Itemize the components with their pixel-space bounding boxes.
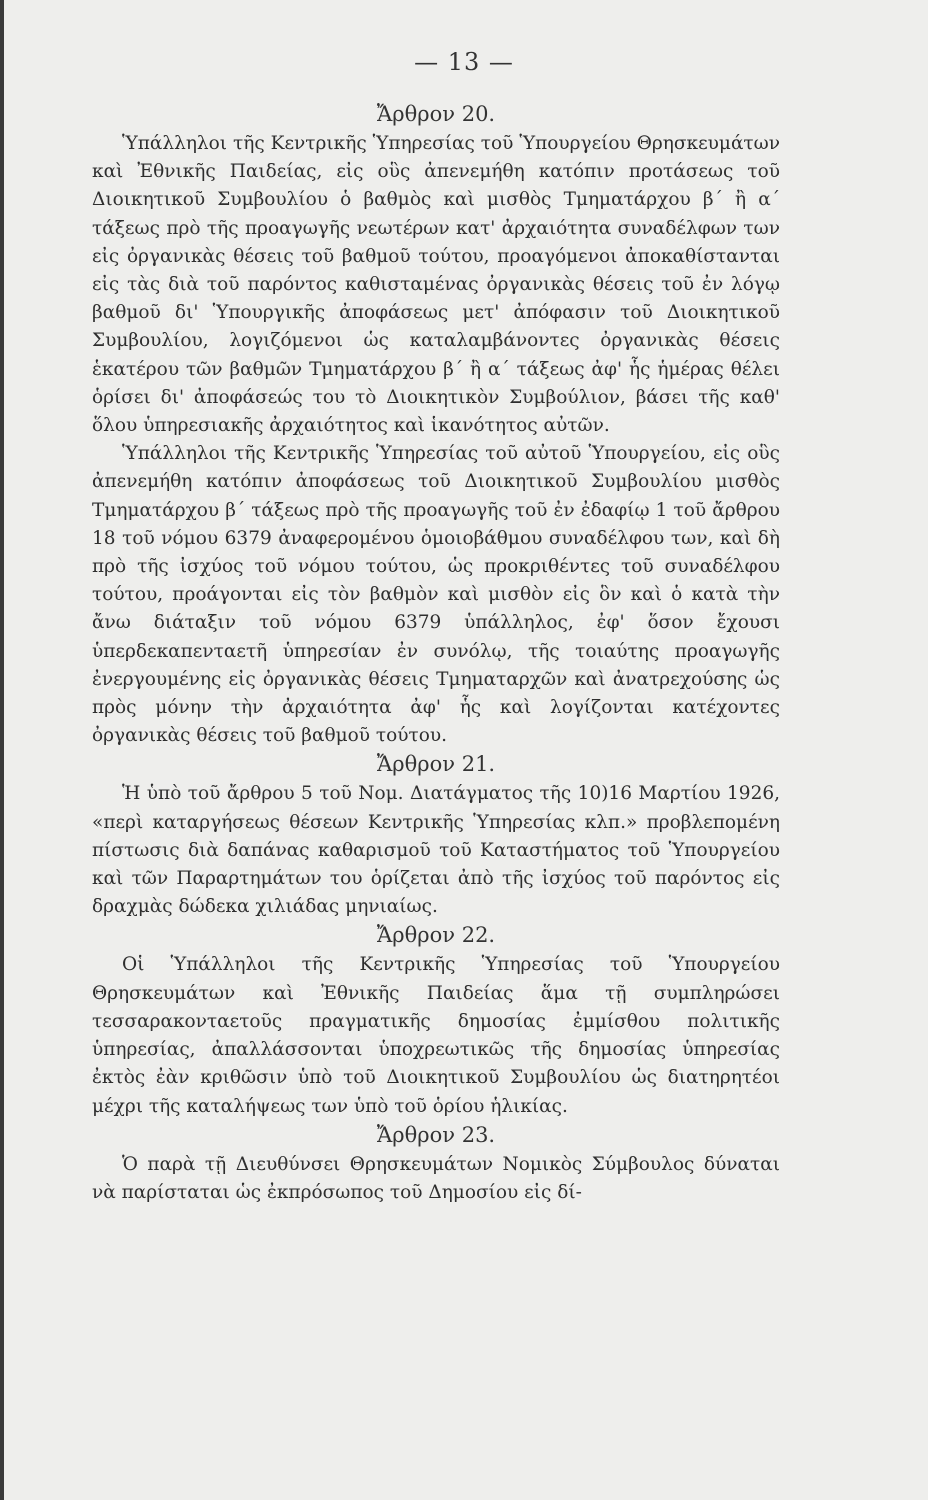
- article-heading: Ἄρθρον 23.: [376, 1122, 496, 1147]
- article-20: [92, 100, 780, 750]
- paragraph: Ὑπάλληλοι τῆς Κεντρικῆς Ὑπηρεσίας τοῦ Ὑπουργείου Θρησκευμάτων καὶ Ἐθνικῆς Παιδείας, εἰς οὓς ἀπενεμήθη κατόπιν προτάσεως τοῦ Διοικητικοῦ Συμβουλίου ὁ βαθμὸς καὶ μισθὸς Τμηματάρχου β΄ ἢ α΄ τάξεως πρὸ τῆς προαγωγῆς νεωτέρων κατ' ἀρχαιότητα συναδέλφων των εἰς ὀργανικὰς θέσεις τοῦ βαθμοῦ τούτου, προαγόμενοι ἀποκαθίστανται εἰς τὰς διὰ τοῦ παρόντος καθισταμένας ὀργανικὰς θέσεις τοῦ ἐν λόγῳ βαθμοῦ δι' Ὑπουργικῆς ἀποφάσεως μετ' ἀπόφασιν τοῦ Διοικητικοῦ Συμβουλίου, λογιζόμενοι ὡς καταλαμβάνοντες ὀργανικὰς θέσεις ἑκατέρου τῶν βαθμῶν Τμηματάρχου β΄ ἢ α΄ τάξεως ἀφ' ἧς ἡμέρας θέλει ὁρίσει δι' ἀποφάσεώς του τὸ Διοικητικὸν Συμβούλιον, βάσει τῆς καθ' ὅλου ὑπηρεσιακῆς ἀρχαιότητος καὶ ἱκανότητος αὐτῶν.: [92, 133, 780, 437]
- page-edge-rule: [0, 0, 4, 1500]
- paragraph: Ὁ παρὰ τῇ Διευθύνσει Θρησκευμάτων Νομικὸς Σύμβουλος δύναται νὰ παρίσταται ὡς ἐκπρόσωπος τοῦ Δημοσίου εἰς δί-: [92, 1153, 780, 1203]
- article-23: [92, 1121, 780, 1207]
- article-heading: Ἄρθρον 21.: [376, 752, 496, 777]
- article-heading: Ἄρθρον 20.: [376, 102, 496, 126]
- paragraph: Οἱ Ὑπάλληλοι τῆς Κεντρικῆς Ὑπηρεσίας τοῦ Ὑπουργείου Θρησκευμάτων καὶ Ἐθνικῆς Παιδείας ἅμα τῇ συμπληρώσει τεσσαρακονταετοῦς πραγματικῆς δημοσίας ἐμμίσθου πολιτικῆς ὑπηρεσίας, ἀπαλλάσσονται ὑποχρεωτικῶς τῆς δημοσίας ὑπηρεσίας ἐκτὸς ἐὰν κριθῶσιν ὑπὸ τοῦ Διοικητικοῦ Συμβουλίου ὡς διατηρητέοι μέχρι τῆς καταλήψεως των ὑπὸ τοῦ ὁρίου ἡλικίας.: [92, 954, 780, 1117]
- body-text: [92, 100, 780, 1207]
- article-heading: Ἄρθρον 22.: [376, 923, 496, 948]
- article-22: [92, 921, 780, 1120]
- paragraph: Ἡ ὑπὸ τοῦ ἄρθρου 5 τοῦ Νομ. Διατάγματος τῆς 10)16 Μαρτίου 1926, «περὶ καταργήσεως θέσεων Κεντρικῆς Ὑπηρεσίας κλπ.» προβλεπομένη πίστωσις διὰ δαπάνας καθαρισμοῦ τοῦ Καταστήματος τοῦ Ὑπουργείου καὶ τῶν Παραρτημάτων του ὁρίζεται ἀπὸ τῆς ἰσχύος τοῦ παρόντος εἰς δραχμὰς δώδεκα χιλιάδας μηνιαίως.: [92, 783, 780, 918]
- page-number: — 13 —: [414, 48, 514, 76]
- paragraph: Ὑπάλληλοι τῆς Κεντρικῆς Ὑπηρεσίας τοῦ αὐτοῦ Ὑπουργείου, εἰς οὓς ἀπενεμήθη κατόπιν ἀποφάσεως τοῦ Διοικητικοῦ Συμβουλίου μισθὸς Τμηματάρχου β΄ τάξεως πρὸ τῆς προαγωγῆς τοῦ ἐν ἐδαφίῳ 1 τοῦ ἄρθρου 18 τοῦ νόμου 6379 ἀναφερομένου ὁμοιοβάθμου συναδέλφου των, καὶ δὴ πρὸ τῆς ἰσχύος τοῦ νόμου τούτου, ὡς προκριθέντες τοῦ συναδέλφου τούτου, προάγονται εἰς τὸν βαθμὸν καὶ μισθὸν εἰς ὃν καὶ ὁ κατὰ τὴν ἄνω διάταξιν τοῦ νόμου 6379 ὑπάλληλος, ἐφ' ὅσον ἔχουσι ὑπερδεκαπενταετῆ ὑπηρεσίαν ἐν συνόλῳ, τῆς τοιαύτης προαγωγῆς ἐνεργουμένης εἰς ὀργανικὰς θέσεις Τμηματαρχῶν καὶ ἀνατρεχούσης ὡς πρὸς μόνην τὴν ἀρχαιότητα ἀφ' ἧς καὶ λογίζονται κατέχοντες ὀργανικὰς θέσεις τοῦ βαθμοῦ τούτου.: [92, 443, 780, 747]
- article-21: [92, 750, 780, 921]
